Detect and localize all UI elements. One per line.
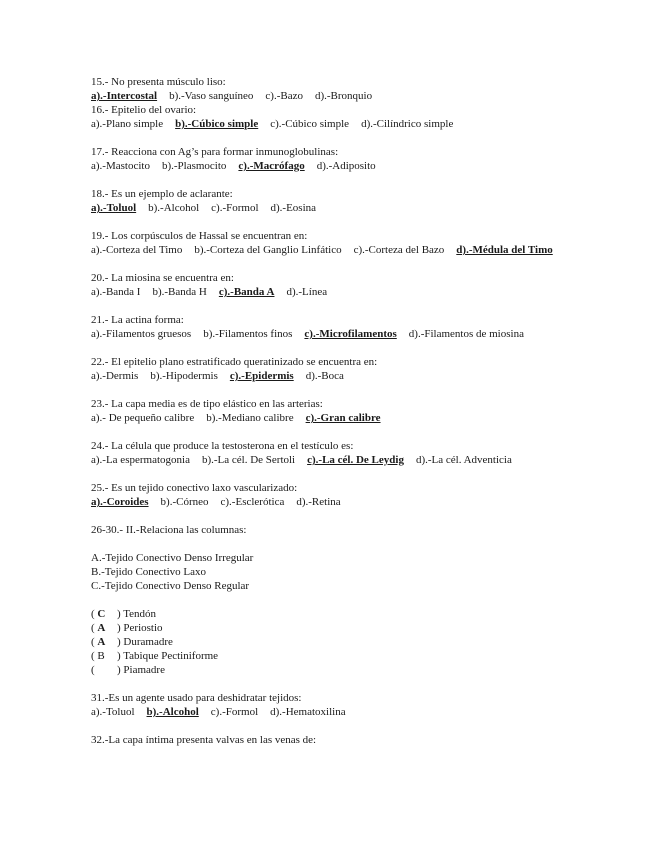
match-mark: ( B bbox=[91, 650, 105, 662]
question bbox=[91, 691, 581, 719]
correct-option: c).-Microfilamentos bbox=[304, 328, 397, 340]
match-letter: A bbox=[97, 636, 106, 648]
match-title: 26-30.- II.-Relaciona las columnas: bbox=[91, 524, 247, 536]
match-mark: ( A bbox=[91, 622, 106, 634]
match-label: ) Periostio bbox=[117, 622, 163, 634]
correct-option: c).-Banda A bbox=[218, 286, 275, 298]
option: a).- De pequeño calibre bbox=[91, 412, 195, 424]
option: a).-Dermis bbox=[91, 370, 139, 382]
correct-option: a).-Coroides bbox=[91, 496, 149, 508]
option: b).-Mediano calibre bbox=[206, 412, 294, 424]
match-item bbox=[91, 663, 581, 677]
option: d).-Adiposito bbox=[316, 160, 376, 172]
correct-option: c).-La cél. De Leydig bbox=[307, 454, 404, 466]
option: d).-Filamentos de miosina bbox=[408, 328, 524, 340]
match-section bbox=[91, 523, 581, 677]
match-mark: ( C bbox=[91, 608, 106, 620]
question-text: 20.- La miosina se encuentra en: bbox=[91, 272, 234, 284]
option: a).-Banda I bbox=[91, 286, 141, 298]
match-item bbox=[91, 649, 581, 663]
question-text: 31.-Es un agente usado para deshidratar tejidos: bbox=[91, 692, 302, 704]
question bbox=[91, 145, 581, 173]
question bbox=[91, 103, 581, 131]
option: b).-Banda H bbox=[152, 286, 207, 298]
question-text: 22.- El epitelio plano estratificado queratinizado se encuentra en: bbox=[91, 356, 378, 368]
question bbox=[91, 271, 581, 299]
answer-options bbox=[91, 411, 581, 425]
option: b).-Alcohol bbox=[148, 202, 200, 214]
question bbox=[91, 355, 581, 383]
match-items bbox=[91, 607, 581, 677]
match-mark: ( A bbox=[91, 636, 106, 648]
answer-options bbox=[91, 243, 581, 257]
option: b).-Córneo bbox=[160, 496, 209, 508]
match-mark: ( bbox=[91, 664, 95, 676]
option: c).-Cúbico simple bbox=[270, 118, 350, 130]
question bbox=[91, 439, 581, 467]
answer-options bbox=[91, 369, 581, 383]
question-text: 16.- Epitelio del ovario: bbox=[91, 104, 197, 116]
question-text: 15.- No presenta músculo liso: bbox=[91, 76, 226, 88]
option: c).-Formol bbox=[210, 706, 259, 718]
option: b).-Hipodermis bbox=[150, 370, 218, 382]
question-text: 24.- La célula que produce la testosterona en el testículo es: bbox=[91, 440, 354, 452]
question-list-2 bbox=[91, 691, 581, 719]
correct-option: b).-Alcohol bbox=[146, 706, 199, 718]
option: a).-Plano simple bbox=[91, 118, 164, 130]
answer-options bbox=[91, 453, 581, 467]
question bbox=[91, 75, 581, 103]
match-letter: C bbox=[97, 608, 106, 620]
answer-options bbox=[91, 89, 581, 103]
match-column: C.-Tejido Conectivo Denso Regular bbox=[91, 580, 250, 592]
match-label: ) Duramadre bbox=[117, 636, 173, 648]
exam-document bbox=[91, 75, 581, 747]
option: d).-Línea bbox=[286, 286, 328, 298]
answer-options bbox=[91, 327, 581, 341]
option: b).-Filamentos finos bbox=[203, 328, 293, 340]
answer-options bbox=[91, 159, 581, 173]
question-list bbox=[91, 75, 581, 509]
match-item bbox=[91, 607, 581, 621]
match-letter: B bbox=[97, 650, 105, 662]
question bbox=[91, 481, 581, 509]
option: a).-Mastocito bbox=[91, 160, 150, 172]
match-label: ) Tabique Pectiniforme bbox=[117, 650, 219, 662]
option: b).-Corteza del Ganglio Linfático bbox=[194, 244, 342, 256]
question bbox=[91, 229, 581, 257]
correct-option: b).-Cúbico simple bbox=[175, 118, 259, 130]
match-letter: A bbox=[97, 622, 106, 634]
option: b).-Plasmocito bbox=[161, 160, 227, 172]
question-text: 23.- La capa media es de tipo elástico en las arterias: bbox=[91, 398, 323, 410]
match-columns bbox=[91, 551, 581, 593]
option: c).-Bazo bbox=[265, 90, 303, 102]
question bbox=[91, 187, 581, 215]
correct-option: c).-Gran calibre bbox=[305, 412, 381, 424]
match-item bbox=[91, 635, 581, 649]
match-item bbox=[91, 621, 581, 635]
answer-options bbox=[91, 495, 581, 509]
option: c).-Esclerótica bbox=[220, 496, 285, 508]
question bbox=[91, 313, 581, 341]
option: c).-Corteza del Bazo bbox=[353, 244, 445, 256]
answer-options bbox=[91, 285, 581, 299]
option: d).-Eosina bbox=[270, 202, 317, 214]
option: a).-La espermatogonia bbox=[91, 454, 190, 466]
option: c).-Formol bbox=[211, 202, 259, 214]
option: d).-Retina bbox=[296, 496, 341, 508]
option: d).-Hematoxilina bbox=[270, 706, 346, 718]
correct-option: c).-Epidermis bbox=[229, 370, 294, 382]
option: b).-Vaso sanguíneo bbox=[169, 90, 254, 102]
option: d).-Boca bbox=[305, 370, 344, 382]
option: a).-Toluol bbox=[91, 706, 135, 718]
correct-option: d).-Médula del Timo bbox=[456, 244, 553, 256]
match-column: B.-Tejido Conectivo Laxo bbox=[91, 566, 207, 578]
correct-option: a).-Intercostal bbox=[91, 90, 158, 102]
question-text: 19.- Los corpúsculos de Hassal se encuentran en: bbox=[91, 230, 308, 242]
correct-option: a).-Toluol bbox=[91, 202, 137, 214]
option: d).-Cilíndrico simple bbox=[361, 118, 454, 130]
answer-options bbox=[91, 705, 581, 719]
option: a).-Corteza del Timo bbox=[91, 244, 183, 256]
match-column: A.-Tejido Conectivo Denso Irregular bbox=[91, 552, 254, 564]
question-text: 17.- Reacciona con Ag’s para formar inmunoglobulinas: bbox=[91, 146, 339, 158]
question-text: 18.- Es un ejemplo de aclarante: bbox=[91, 188, 233, 200]
option: b).-La cél. De Sertoli bbox=[201, 454, 296, 466]
match-label: ) Tendón bbox=[117, 608, 157, 620]
option: d).-La cél. Adventicia bbox=[415, 454, 512, 466]
answer-options bbox=[91, 201, 581, 215]
question-32: 32.-La capa íntima presenta valvas en las venas de: bbox=[91, 734, 317, 746]
question bbox=[91, 397, 581, 425]
option: a).-Filamentos gruesos bbox=[91, 328, 192, 340]
question-text: 21.- La actina forma: bbox=[91, 314, 184, 326]
answer-options bbox=[91, 117, 581, 131]
match-label: ) Piamadre bbox=[117, 664, 165, 676]
option: d).-Bronquio bbox=[314, 90, 373, 102]
correct-option: c).-Macrófago bbox=[238, 160, 305, 172]
question-text: 25.- Es un tejido conectivo laxo vascularizado: bbox=[91, 482, 298, 494]
